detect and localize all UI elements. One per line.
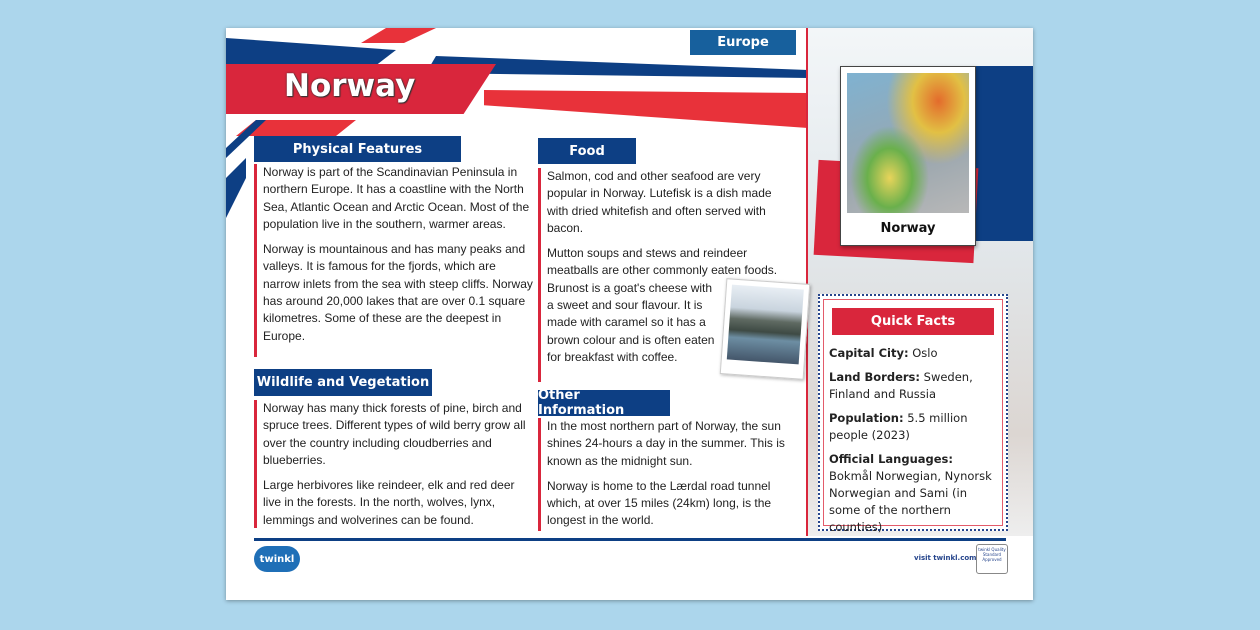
heading-food: Food <box>538 138 636 164</box>
heading-physical-features: Physical Features <box>254 136 461 162</box>
factfile-sheet <box>226 28 1033 600</box>
heading-other-information: Other Information <box>538 390 670 416</box>
fact-capital: Capital City: Oslo <box>829 346 938 360</box>
paragraph: Norway is home to the Lærdal road tunnel which, at over 15 miles (24km) long, is the longest in the world. <box>547 478 772 528</box>
footer-divider <box>254 538 1006 541</box>
visit-twinkl-link[interactable]: visit twinkl.com <box>914 554 977 562</box>
map-caption: Norway <box>880 221 936 236</box>
twinkl-logo[interactable]: twinkl <box>254 546 300 572</box>
region-badge: Europe <box>690 30 796 55</box>
wildlife-text <box>254 400 534 528</box>
fact-languages: Official Languages: Bokmål Norwegian, Nynorsk Norwegian and Sami (in some of the northern counties) <box>829 452 992 534</box>
quality-badge <box>976 544 1008 574</box>
fact-population: Population: 5.5 million people (2023) <box>829 411 968 442</box>
paragraph: Norway is mountainous and has many peaks and valleys. It is famous for the fjords, which are narrow inlets from the sea with steep cliffs. Norway has around 20,000 lakes that are over 0.1 square kilometres. Some of these are the deepest in Europe. <box>263 242 533 343</box>
fjord-photo <box>723 281 807 377</box>
paragraph: Large herbivores like reindeer, elk and red deer live in the forests. In the north, wolves, lynx, lemmings and wolverines can be found. <box>263 478 515 527</box>
quick-facts-box <box>818 294 1008 534</box>
paragraph: Salmon, cod and other seafood are very popular in Norway. Lutefisk is a dish made with dried whitefish and often served with bacon. <box>547 169 772 235</box>
quality-badge-text: twinkl Quality Standard Approved <box>978 547 1006 562</box>
heading-wildlife: Wildlife and Vegetation <box>254 369 432 396</box>
page-title: Norway <box>284 68 416 104</box>
paragraph: Norway is part of the Scandinavian Peninsula in northern Europe. It has a coastline with the North Sea, Atlantic Ocean and Arctic Ocean. Most of the population live in the southern, warmer areas. <box>263 165 530 231</box>
other-information-text <box>538 418 793 531</box>
norway-map <box>847 73 969 213</box>
paragraph: Norway has many thick forests of pine, birch and spruce trees. Different types of wild berry grow all over the country including cloudberries and blueberries. <box>263 401 526 467</box>
food-paragraph-wrap <box>547 245 793 366</box>
paragraph: Mutton soups and stews and reindeer meatballs are other commonly eaten foods. Brunost is a goat's cheese with a sweet and sour flavour. It is made with caramel so it has a brown colour and is often eaten for breakfast with coffee. <box>547 246 778 364</box>
food-text <box>538 168 793 382</box>
heading-quick-facts: Quick Facts <box>832 308 994 335</box>
map-polaroid <box>840 66 976 246</box>
fact-borders: Land Borders: Sweden, Finland and Russia <box>829 370 973 401</box>
paragraph: In the most northern part of Norway, the sun shines 24-hours a day in the summer. This is known as the midnight sun. <box>547 419 785 468</box>
physical-features-text <box>254 164 534 357</box>
